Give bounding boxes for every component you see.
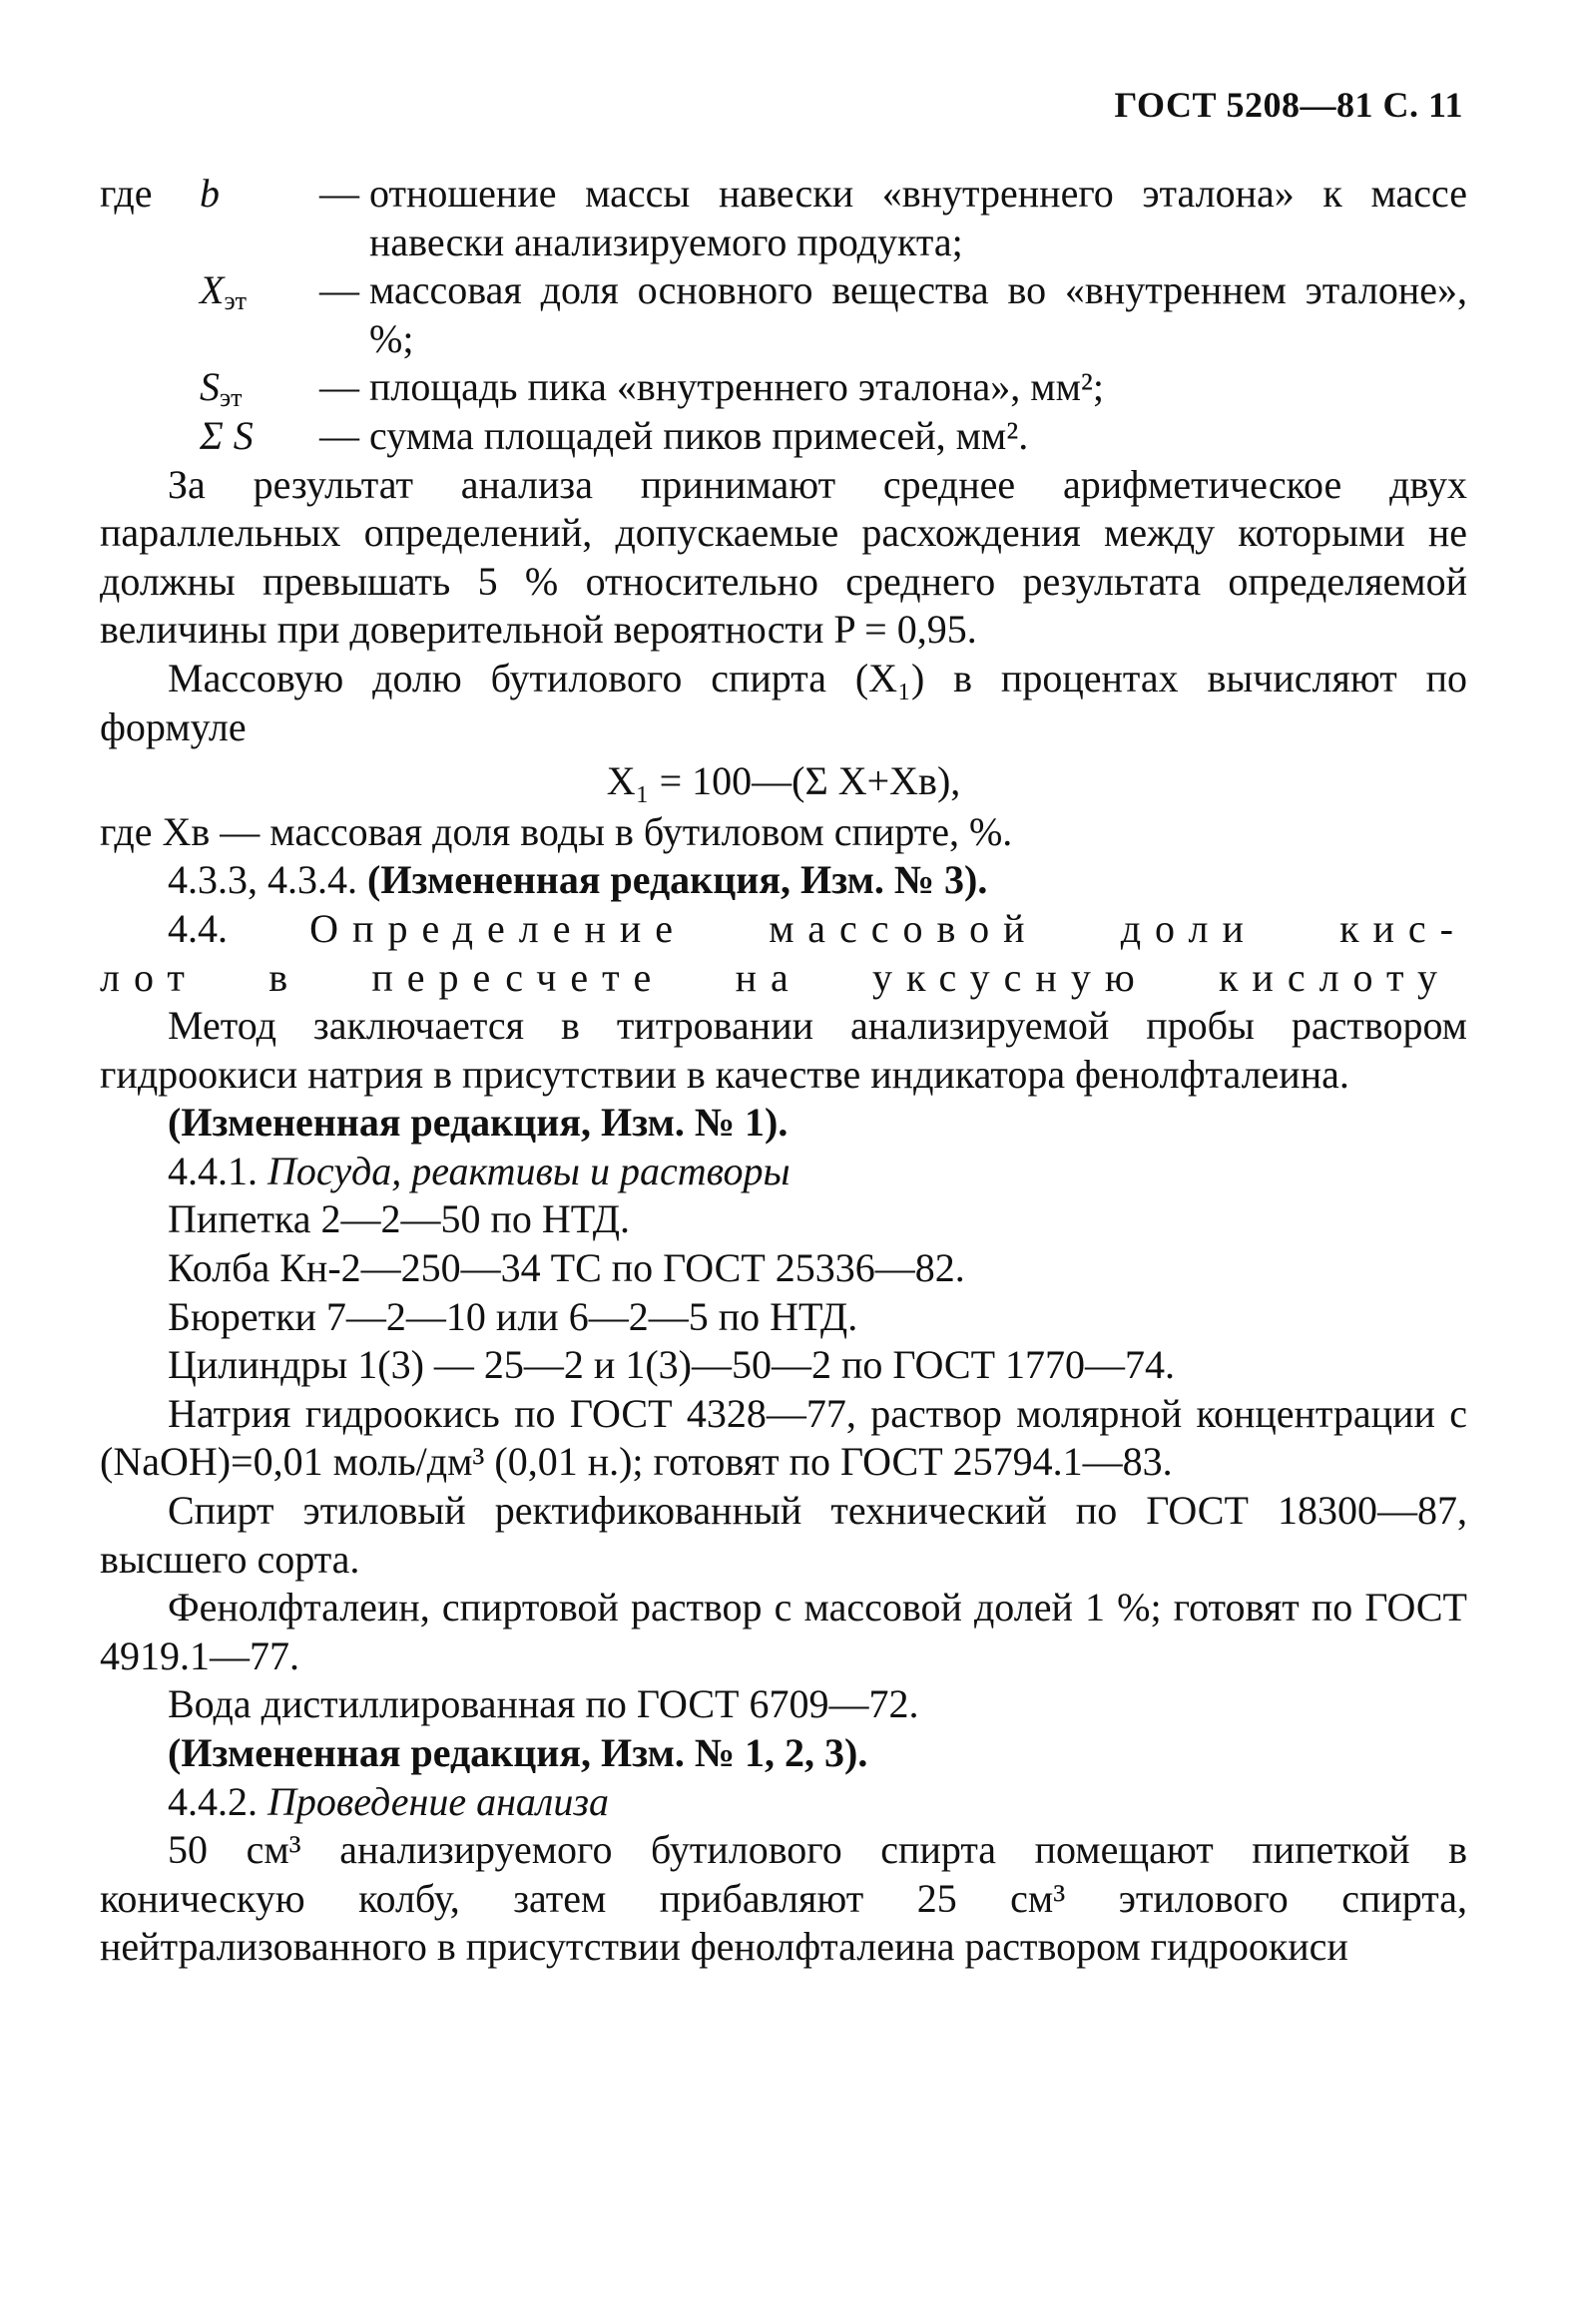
definition-symbol: Σ S <box>200 412 254 458</box>
amendment-prefix: 4.3.3, 4.3.4. <box>168 857 367 903</box>
section-heading-word: кислоту <box>1219 954 1451 1000</box>
definition-text: массовая доля основного вещества во «внутреннем эталоне», %; <box>369 267 1467 361</box>
running-head: ГОСТ 5208—81 С. 11 <box>1114 85 1463 125</box>
section-heading-word: массовой <box>769 905 1039 951</box>
definition-symbol: $S_{эт}$ <box>200 364 243 413</box>
definition-symbol-subscript: эт <box>224 286 247 316</box>
subsection-heading-4-4-1 <box>100 1148 1467 1196</box>
definition-row <box>100 266 1467 363</box>
definition-row <box>100 412 1467 461</box>
list-item-flask: Колба Кн-2—250—34 ТС по ГОСТ 25336—82. <box>168 1245 965 1291</box>
paragraph-method: Метод заключается в титровании анализируемой пробы раствором гидроокиси натрия в присутствии в качестве индикатора фенолфталеина. <box>100 1003 1467 1097</box>
paragraph-water-definition: где Xв — массовая доля воды в бутиловом спирте, %. <box>100 808 1013 854</box>
section-heading-4-4-line2 <box>100 954 1467 1003</box>
section-heading-word: уксусную <box>872 954 1149 1000</box>
section-heading-4-4-line1 <box>100 905 1467 954</box>
list-item-cylinders: Цилиндры 1(3) — 25—2 и 1(3)—50—2 по ГОСТ 1770—74. <box>168 1342 1176 1388</box>
page-body <box>100 170 1467 1972</box>
definition-row <box>100 363 1467 412</box>
definition-symbol: b <box>200 171 220 216</box>
list-item-ethanol: Спирт этиловый ректификованный технический по ГОСТ 18300—87, высшего сорта. <box>100 1488 1467 1582</box>
section-heading-word: на <box>735 954 802 1000</box>
list-item-phenolphthalein: Фенолфталеин, спиртовой раствор с массовой долей 1 %; готовят по ГОСТ 4919.1—77. <box>100 1585 1467 1678</box>
definition-text: площадь пика «внутреннего эталона», мм²; <box>369 364 1104 410</box>
paragraph-amendment-1: (Измененная редакция, Изм. № 1). <box>168 1100 789 1146</box>
definition-text: сумма площадей пиков примесей, мм². <box>369 412 1029 458</box>
definition-symbol: $X_{эт}$ <box>200 267 247 316</box>
definition-dash: — <box>319 171 359 216</box>
section-heading-word: в <box>268 954 302 1000</box>
paragraph-amendment-3 <box>100 856 1467 905</box>
definition-dash: — <box>319 267 359 313</box>
paragraph-amendment-1-2-3: (Измененная редакция, Изм. № 1, 2, 3). <box>168 1730 868 1775</box>
amendment-note: (Измененная редакция, Изм. № 3). <box>367 857 988 903</box>
subsection-number: 4.4.2. <box>168 1778 267 1824</box>
section-heading-word: Определение <box>309 905 688 951</box>
paragraph-result: За результат анализа принимают среднее арифметическое двух параллельных определений, допускаемые расхождения между которыми не должны превышать 5 % относительно среднего результата определяемой величины при доверительной вероятности P = 0,95. <box>100 461 1467 653</box>
definitions-list <box>100 170 1467 461</box>
section-number: 4.4. <box>168 905 228 951</box>
section-heading-word: кис- <box>1339 905 1467 951</box>
section-heading-word: пересчете <box>371 954 666 1000</box>
formula-x1: X₁ = 100—(Σ X+Xв), <box>606 758 961 804</box>
definition-dash: — <box>319 412 359 458</box>
section-heading-word: лот <box>100 954 199 1000</box>
paragraph-procedure: 50 см³ анализируемого бутилового спирта помещают пипеткой в коническую колбу, затем прибавляют 25 см³ этилового спирта, нейтрализованного в присутствии фенолфталеина раствором гидроокиси <box>100 1827 1467 1970</box>
definition-text: отношение массы навески «внутреннего эталона» к массе навески анализируемого продукта; <box>369 171 1467 264</box>
section-heading-word: доли <box>1120 905 1258 951</box>
definition-dash: — <box>319 364 359 410</box>
subsection-title: Проведение анализа <box>267 1778 609 1824</box>
definition-row <box>100 170 1467 266</box>
definition-lead: где <box>100 171 153 216</box>
subsection-heading-4-4-2 <box>100 1778 1467 1827</box>
list-item-water: Вода дистиллированная по ГОСТ 6709—72. <box>168 1681 919 1727</box>
definition-symbol-subscript: эт <box>220 383 243 413</box>
subsection-number: 4.4.1. <box>168 1148 267 1193</box>
paragraph-butanol-fraction: Массовую долю бутилового спирта (X₁) в процентах вычисляют по формуле <box>100 655 1467 749</box>
list-item-pipette: Пипетка 2—2—50 по НТД. <box>168 1196 631 1242</box>
subsection-title: Посуда, реактивы и растворы <box>267 1148 790 1193</box>
list-item-naoh: Натрия гидроокись по ГОСТ 4328—77, раствор молярной концентрации c (NaOH)=0,01 моль/дм³ (0,01 н.); готовят по ГОСТ 25794.1—83. <box>100 1390 1467 1485</box>
list-item-burettes: Бюретки 7—2—10 или 6—2—5 по НТД. <box>168 1293 858 1339</box>
